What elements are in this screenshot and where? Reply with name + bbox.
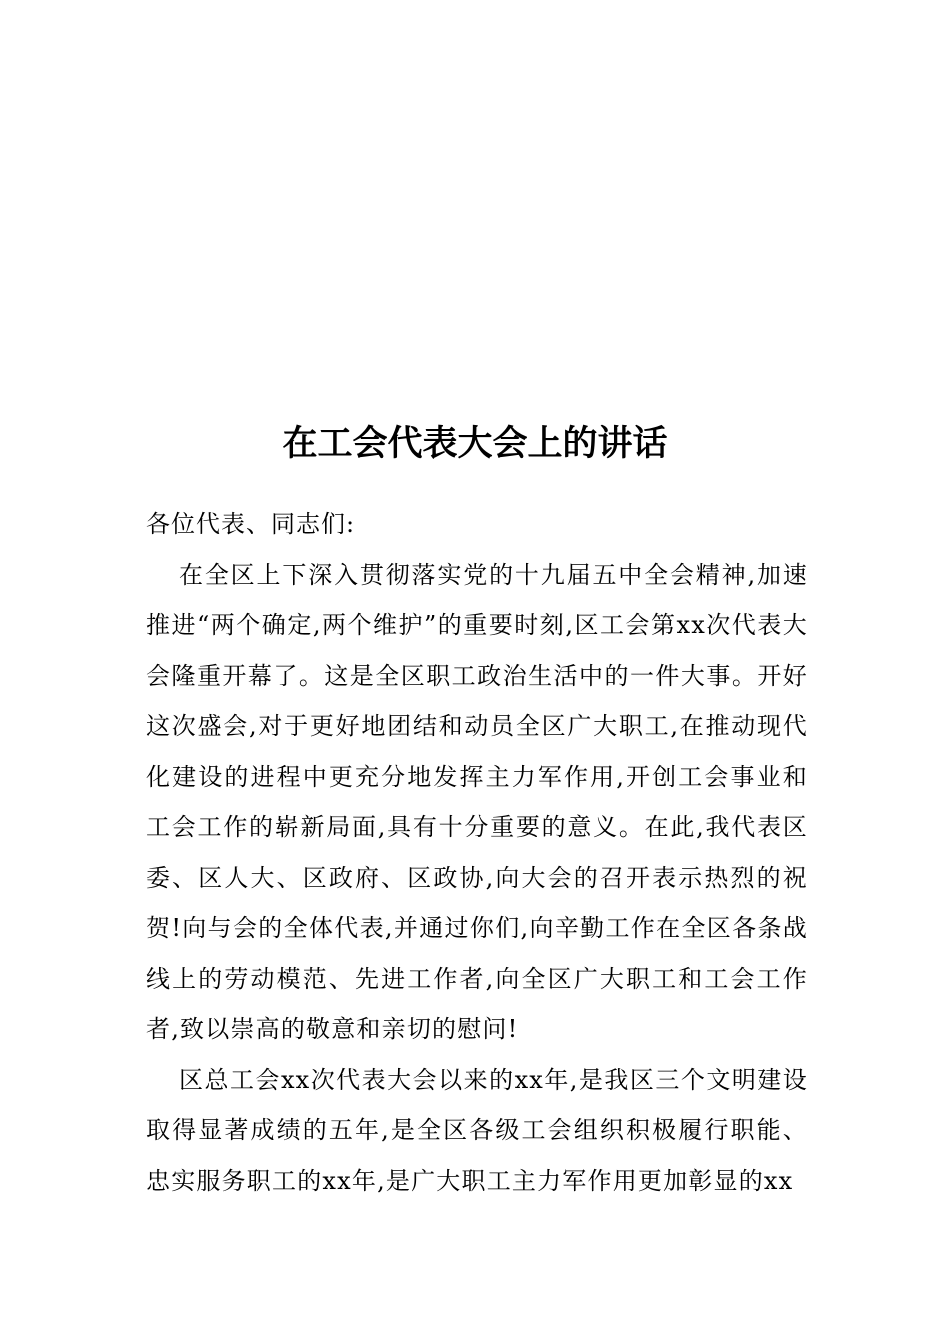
paragraph-2: 区总工会xx次代表大会以来的xx年,是我区三个文明建设取得显著成绩的五年,是全区各级工会组织积极履行职能、忠实服务职工的xx年,是广大职工主力军作用更加彰显的xx [146,1065,808,1195]
document-title: 在工会代表大会上的讲话 [282,423,668,464]
document-body [146,499,808,1206]
salutation: 各位代表、同志们: [146,510,356,538]
paragraph-1: 在全区上下深入贯彻落实党的十九届五中全会精神,加速推进“两个确定,两个维护”的重要时刻,区工会第xx次代表大会隆重开幕了。这是全区职工政治生活中的一件大事。开好这次盛会,对于更好地团结和动员全区广大职工,在推动现代化建设的进程中更充分地发挥主力军作用,开创工会事业和工会工作的崭新局面,具有十分重要的意义。在此,我代表区委、区人大、区政府、区政协,向大会的召开表示热烈的祝贺!向与会的全体代表,并通过你们,向辛勤工作在全区各条战线上的劳动模范、先进工作者,向全区广大职工和工会工作者,致以崇高的敬意和亲切的慰问! [146,560,808,1043]
